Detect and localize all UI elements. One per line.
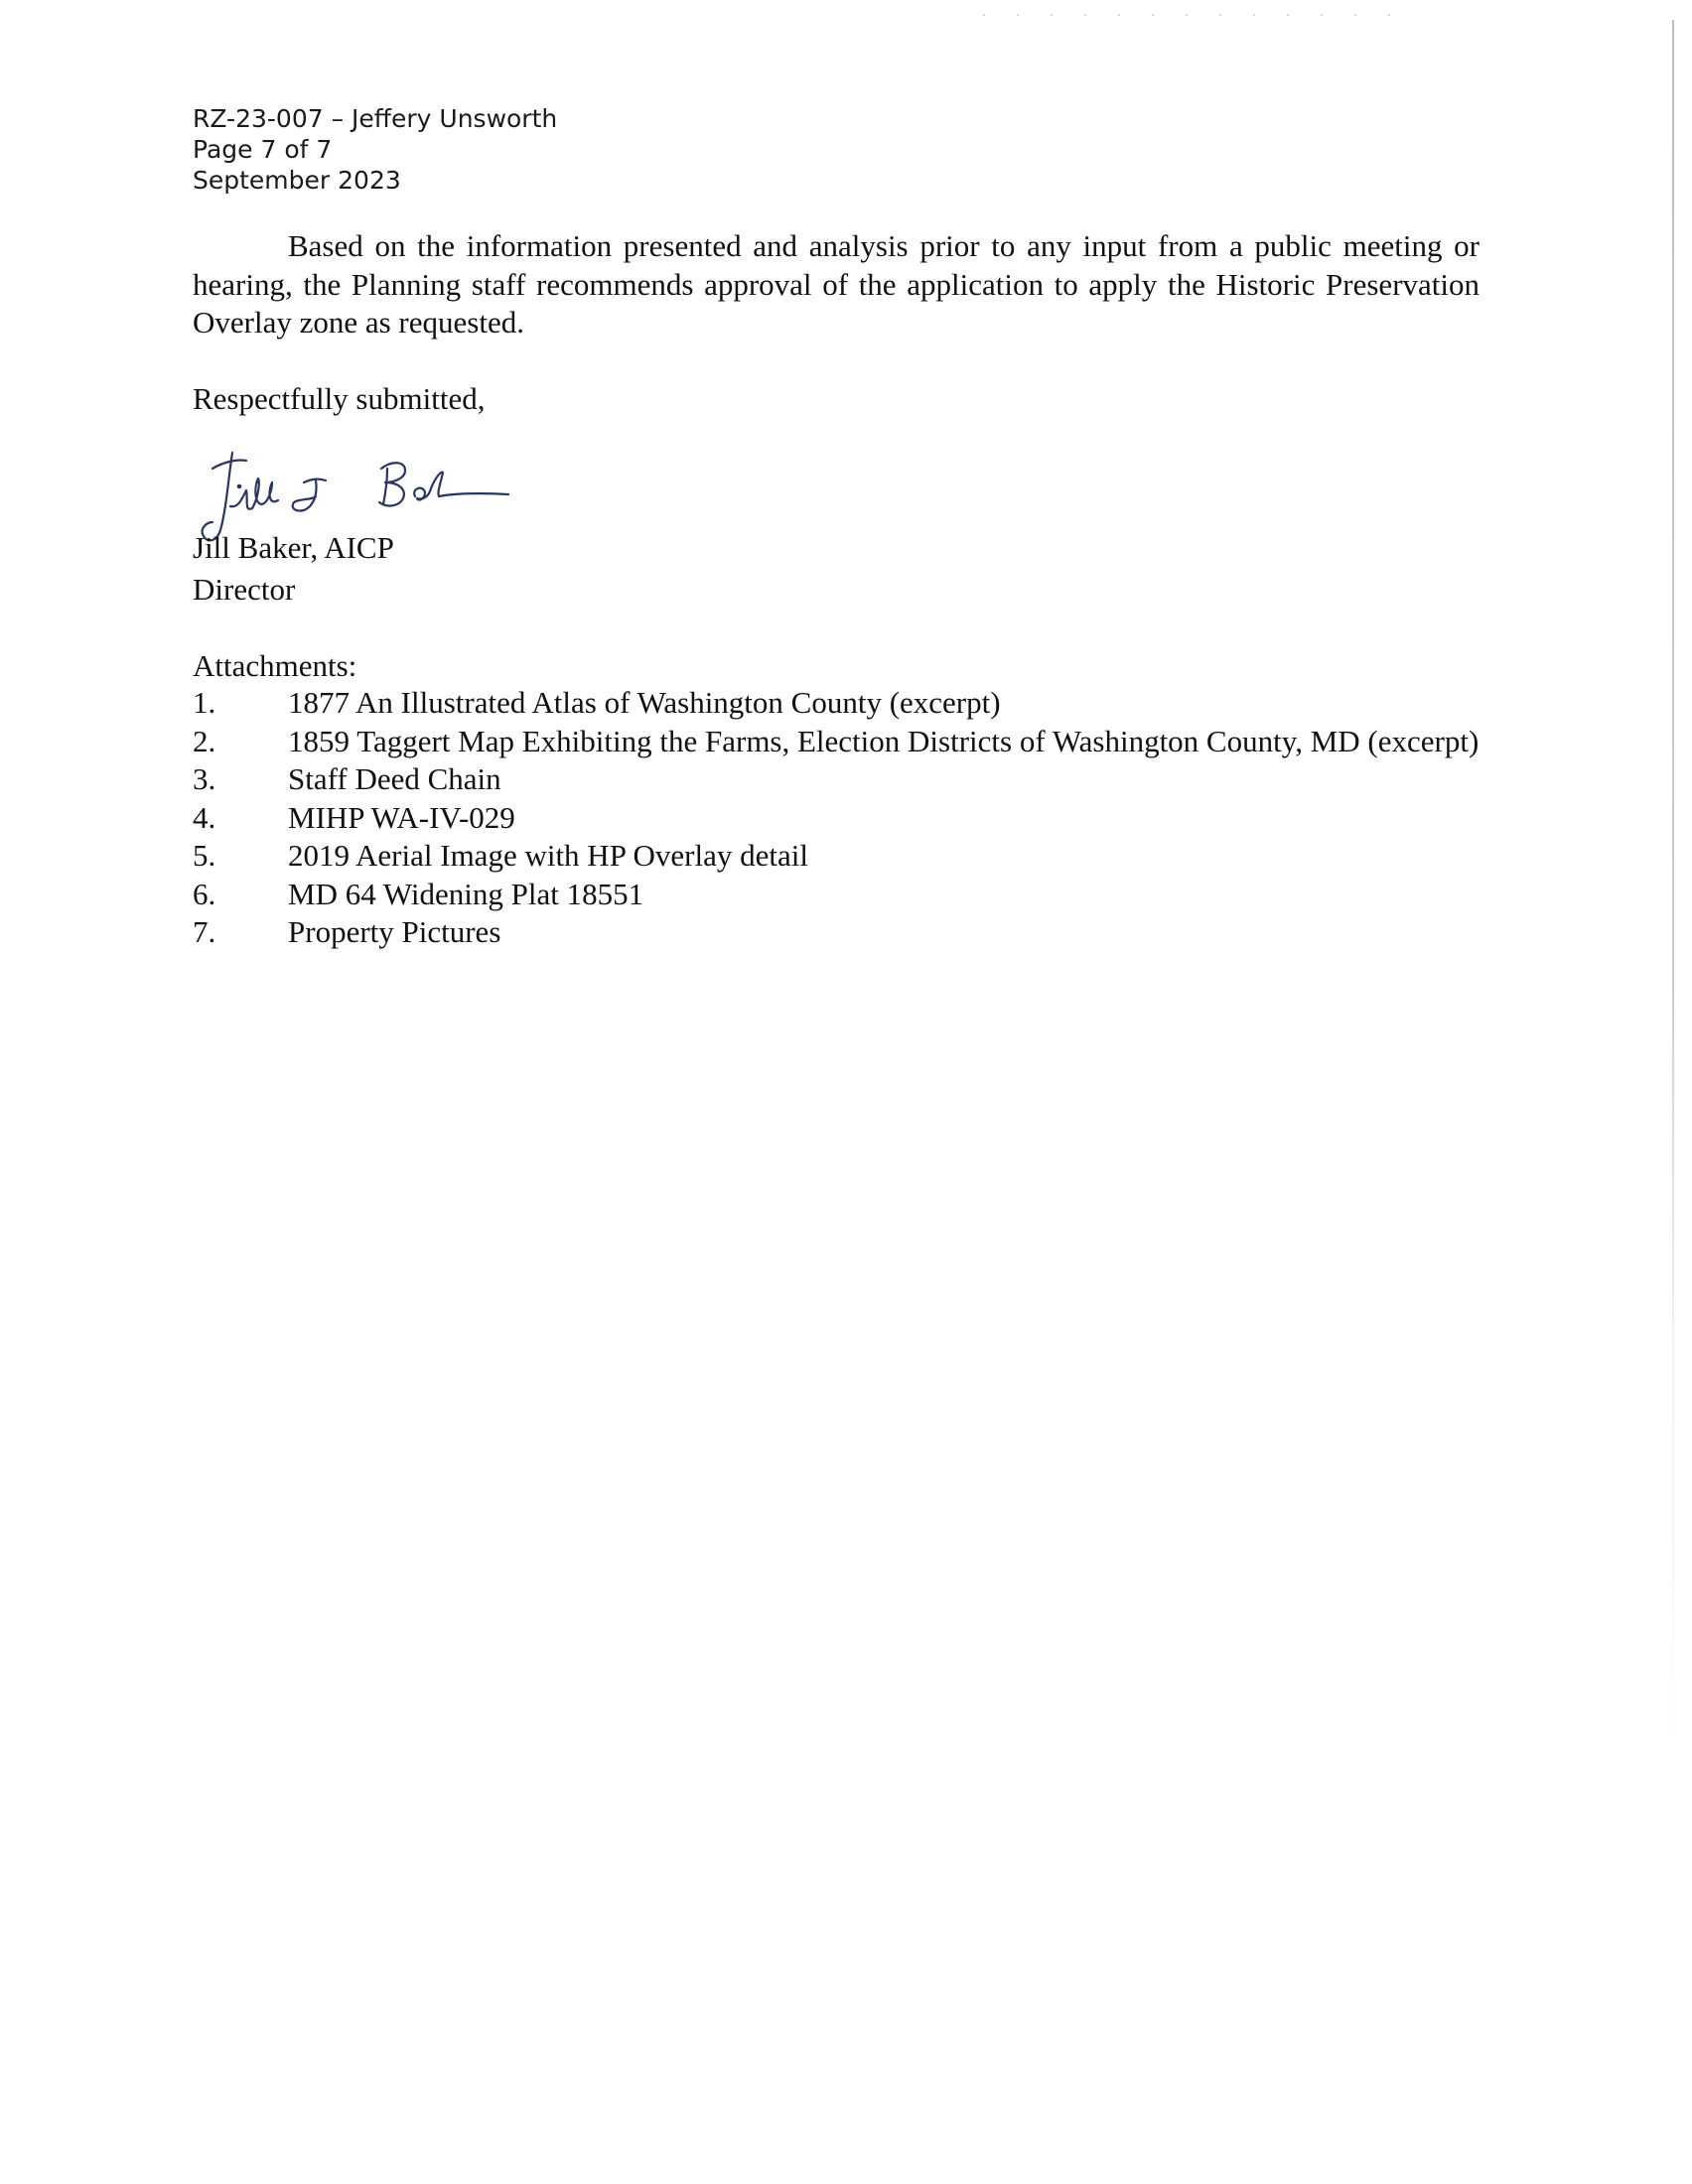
recommendation-paragraph: Based on the information presented and analysis prior to any input from a public meeting or hearing, the Planning staff recommends approval of the application to apply the Historic Preservation Overlay zone as requested.	[193, 228, 1480, 340]
list-item	[193, 760, 1480, 799]
case-line: RZ-23-007 – Jeffery Unsworth	[193, 104, 558, 133]
list-item	[193, 723, 1480, 761]
attachment-number: 3.	[193, 761, 216, 796]
signer-title: Director	[193, 572, 296, 607]
attachments-list	[193, 684, 1480, 952]
report-date: September 2023	[193, 166, 401, 195]
signer-block	[193, 529, 1480, 613]
attachment-text: 2019 Aerial Image with HP Overlay detail	[288, 838, 808, 873]
attachment-number: 1.	[193, 685, 216, 720]
signer-name: Jill Baker, AICP	[193, 530, 394, 565]
list-item	[193, 876, 1480, 914]
list-item	[193, 684, 1480, 723]
attachment-text: 1877 An Illustrated Atlas of Washington County (excerpt)	[288, 685, 1001, 720]
list-item	[193, 913, 1480, 952]
attachments-heading: Attachments:	[193, 648, 357, 683]
attachment-text: Staff Deed Chain	[288, 761, 501, 796]
attachment-text: Property Pictures	[288, 914, 501, 949]
attachment-text: MD 64 Widening Plat 18551	[288, 876, 644, 911]
page-number: Page 7 of 7	[193, 135, 333, 164]
closing-line: Respectfully submitted,	[193, 381, 486, 416]
attachment-number: 6.	[193, 876, 216, 911]
scan-edge-line	[1672, 20, 1674, 1787]
attachment-number: 7.	[193, 914, 216, 949]
attachment-number: 2.	[193, 723, 216, 758]
scan-specks	[983, 14, 1400, 16]
attachment-number: 5.	[193, 838, 216, 873]
attachment-number: 4.	[193, 799, 216, 835]
page-header	[193, 103, 557, 196]
list-item	[193, 799, 1480, 838]
attachment-text: 1859 Taggert Map Exhibiting the Farms, Election Districts of Washington County, MD (excerpt)	[288, 723, 1480, 758]
list-item	[193, 837, 1480, 876]
attachment-text: MIHP WA-IV-029	[288, 799, 515, 835]
